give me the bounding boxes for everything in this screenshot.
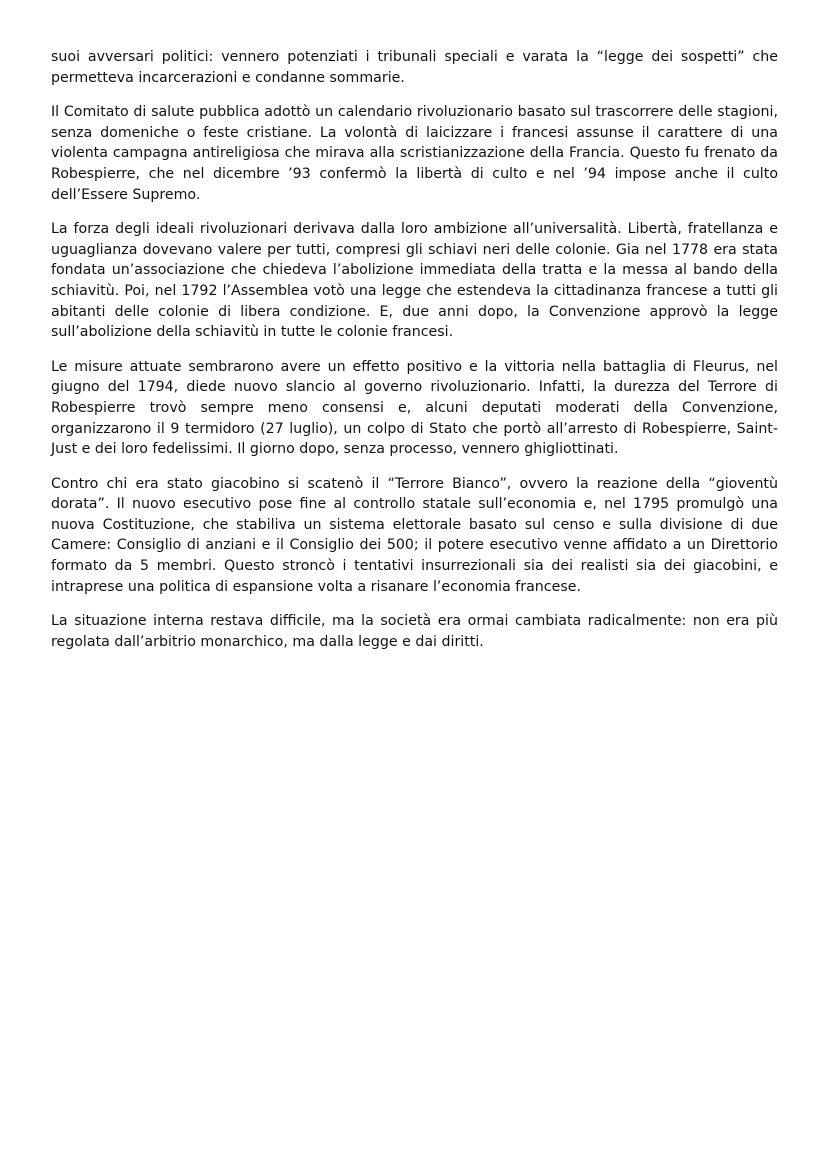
paragraph-fleurus-termidoro: Le misure attuate sembrarono avere un effetto positivo e la vittoria nella battaglia di Fleurus, nel giugno del 1794, diede nuovo slancio al governo rivoluzionario. Infatti, la durezza del Terrore di Robespierre trovò sempre meno consensi e, alcuni deputati moderati della Convenzione, organizzarono il 9 termidoro (27 luglio), un colpo di Stato che portò all’arresto di Robespierre, Saint-Just e dei loro fedelissimi. Il giorno dopo, senza processo, vennero ghigliottinati. xyxy=(51,358,778,458)
paragraph-ideali-universalita: La forza degli ideali rivoluzionari derivava dalla loro ambizione all’universalità. Libertà, fratellanza e uguaglianza dovevano valere per tutti, compresi gli schiavi neri delle colonie. Gia nel 1778 era stata fondata un’associazione che chiedeva l’abolizione immediata della tratta e la messa al bando della schiavitù. Poi, nel 1792 l’Assemblea votò una legge che estendeva la cittadinanza francese a tutti gli abitanti delle colonie di libera condizione. E, due anni dopo, la Convenzione approvò la legge sull’abolizione della schiavitù in tutte le colonie francesi. xyxy=(51,221,778,341)
paragraph-situazione-interna: La situazione interna restava difficile, ma la società era ormai cambiata radicalmente: non era più regolata dall’arbitrio monarchico, ma dalla legge e dai diritti. xyxy=(51,613,778,650)
paragraph-legge-dei-sospetti: suoi avversari politici: vennero potenziati i tribunali speciali e varata la “legge dei sospetti” che permetteva incarcerazioni e condanne sommarie. xyxy=(51,49,778,86)
paragraph-terrore-bianco: Contro chi era stato giacobino si scatenò il “Terrore Bianco”, ovvero la reazione della “gioventù dorata”. Il nuovo esecutivo pose fine al controllo statale sull’economia e, nel 1795 promulgò una nuova Costituzione, che stabiliva un sistema elettorale basato sul censo e sulla divisione di due Camere: Consiglio di anziani e il Consiglio dei 500; il potere esecutivo venne affidato a un Direttorio formato da 5 membri. Questo stroncò i tentativi insurrezionali sia dei realisti sia dei giacobini, e intraprese una politica di espansione volta a risanare l’economia francese. xyxy=(51,475,778,595)
paragraph-calendario-rivoluzionario: Il Comitato di salute pubblica adottò un calendario rivoluzionario basato sul trascorrere delle stagioni, senza domeniche o feste cristiane. La volontà di laicizzare i francesi assunse il carattere di una violenta campagna antireligiosa che mirava alla scristianizzazione della Francia. Questo fu frenato da Robespierre, che nel dicembre ’93 confermò la libertà di culto e nel ’94 impose anche il culto dell’Essere Supremo. xyxy=(51,104,778,203)
document-body xyxy=(51,47,778,666)
